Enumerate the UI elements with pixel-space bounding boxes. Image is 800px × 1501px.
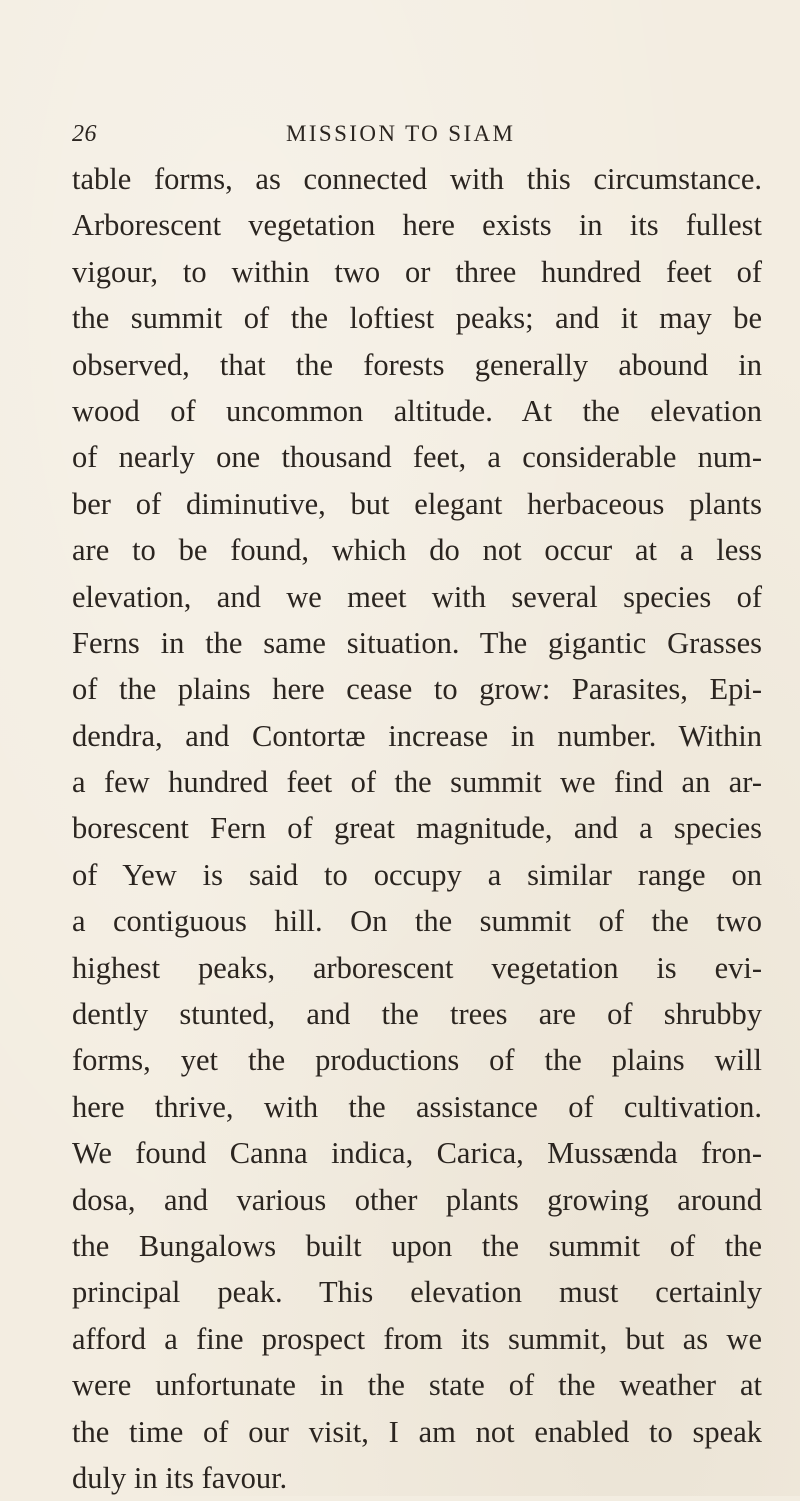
text-line: a contiguous hill. On the summit of the two [72,904,762,939]
text-line: the Bungalows built upon the summit of the [72,1228,762,1263]
text-line: We found Canna indica, Carica, Mussænda fron- [72,1136,762,1171]
text-line: of Yew is said to occupy a similar range on [72,857,762,892]
body-paragraph [72,156,792,1501]
text-line: elevation, and we meet with several species of [72,579,762,614]
text-line: the time of our visit, I am not enabled to speak [72,1414,762,1449]
text-line: borescent Fern of great magnitude, and a species [72,811,762,846]
text-line: principal peak. This elevation must certainly [72,1275,762,1310]
text-line: of nearly one thousand feet, a considerable num- [72,440,762,475]
running-title: MISSION TO SIAM [286,121,516,146]
text-line: are to be found, which do not occur at a less [72,533,762,568]
text-line: dently stunted, and the trees are of shrubby [72,997,762,1032]
text-line: wood of uncommon altitude. At the elevation [72,393,762,428]
text-line: afford a fine prospect from its summit, but as we [72,1321,762,1356]
text-line: the summit of the loftiest peaks; and it may be [72,301,762,336]
text-line: vigour, to within two or three hundred feet of [72,254,762,289]
text-line: of the plains here cease to grow: Parasites, Epi- [72,672,762,707]
text-line: ber of diminutive, but elegant herbaceous plants [72,486,762,521]
text-line: here thrive, with the assistance of cultivation. [72,1089,762,1124]
running-head [0,121,800,153]
text-line: table forms, as connected with this circumstance. [72,162,762,196]
text-line: dosa, and various other plants growing around [72,1182,762,1217]
text-line: forms, yet the productions of the plains will [72,1043,762,1078]
text-line: observed, that the forests generally abound in [72,347,762,382]
text-line: a few hundred feet of the summit we find an ar- [72,765,762,800]
text-line: Ferns in the same situation. The gigantic Grasses [72,625,762,660]
page-number: 26 [72,121,97,147]
text-line: highest peaks, arborescent vegetation is evi- [72,950,762,985]
text-line: duly in its favour. [72,1460,288,1495]
text-line: were unfortunate in the state of the weather at [72,1368,762,1403]
text-line: Arborescent vegetation here exists in its fullest [72,208,762,243]
text-line: dendra, and Contortæ increase in number. Within [72,718,762,753]
